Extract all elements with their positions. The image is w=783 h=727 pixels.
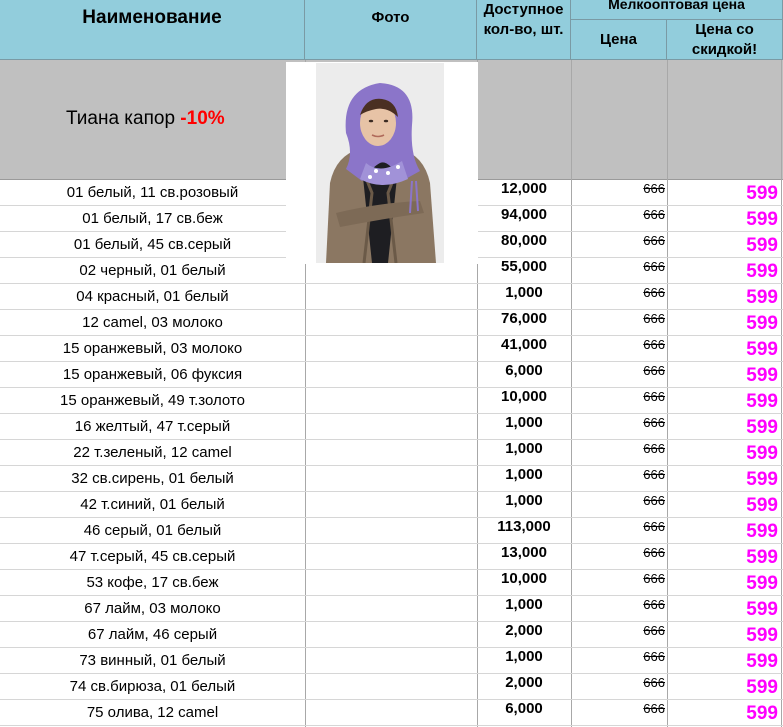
- row-price: 666: [643, 311, 665, 326]
- row-sale-price: 599: [746, 261, 778, 282]
- table-row: [0, 596, 783, 622]
- row-price: 666: [643, 597, 665, 612]
- table-row: [0, 622, 783, 648]
- row-price: 666: [643, 571, 665, 586]
- row-price: 666: [643, 259, 665, 274]
- row-quantity: 76,000: [501, 310, 547, 327]
- table-row: [0, 648, 783, 674]
- row-quantity: 1,000: [505, 284, 543, 301]
- row-price: 666: [643, 285, 665, 300]
- row-sale-price: 599: [746, 365, 778, 386]
- table-row: [0, 284, 783, 310]
- row-color-name: 01 белый, 17 св.беж: [82, 210, 223, 227]
- table-row: [0, 674, 783, 700]
- row-color-name: 15 оранжевый, 03 молоко: [62, 340, 243, 357]
- row-quantity: 6,000: [505, 700, 543, 717]
- header-name-label: Наименование: [82, 7, 222, 28]
- row-quantity: 1,000: [505, 492, 543, 509]
- table-row: [0, 466, 783, 492]
- header-price: [571, 20, 667, 60]
- table-row: [0, 518, 783, 544]
- row-quantity: 2,000: [505, 674, 543, 691]
- row-quantity: 12,000: [501, 180, 547, 197]
- row-price: 666: [643, 441, 665, 456]
- row-price: 666: [643, 337, 665, 352]
- row-color-name: 46 серый, 01 белый: [83, 522, 222, 539]
- row-quantity: 1,000: [505, 596, 543, 613]
- header-discount-line2: скидкой!: [691, 41, 758, 58]
- row-color-name: 67 лайм, 46 серый: [87, 626, 218, 643]
- row-color-name: 12 camel, 03 молоко: [82, 314, 223, 331]
- row-price: 666: [643, 519, 665, 534]
- header-price-group: [571, 0, 783, 20]
- row-sale-price: 599: [746, 287, 778, 308]
- row-price: 666: [643, 363, 665, 378]
- product-discount: -10%: [180, 108, 225, 129]
- row-price: 666: [643, 181, 665, 196]
- header-price-group-label: Мелкооптовая цена: [608, 0, 745, 12]
- row-quantity: 10,000: [501, 388, 547, 405]
- row-color-name: 73 винный, 01 белый: [79, 652, 226, 669]
- row-color-name: 47 т.серый, 45 св.серый: [69, 548, 236, 565]
- row-color-name: 15 оранжевый, 06 фуксия: [62, 366, 243, 383]
- product-name: Тиана капор: [66, 108, 176, 129]
- row-price: 666: [643, 493, 665, 508]
- row-quantity: 1,000: [505, 648, 543, 665]
- row-color-name: 75 олива, 12 camel: [86, 704, 219, 721]
- header-price-label: Цена: [600, 31, 637, 48]
- product-title: [66, 108, 225, 130]
- table-row: [0, 492, 783, 518]
- table-row: [0, 310, 783, 336]
- row-price: 666: [643, 467, 665, 482]
- row-sale-price: 599: [746, 703, 778, 724]
- row-color-name: 53 кофе, 17 св.беж: [86, 574, 219, 591]
- product-photo: [316, 63, 444, 263]
- row-color-name: 67 лайм, 03 молоко: [84, 600, 221, 617]
- row-sale-price: 599: [746, 677, 778, 698]
- row-sale-price: 599: [746, 339, 778, 360]
- row-color-name: 01 белый, 45 св.серый: [73, 236, 232, 253]
- row-quantity: 55,000: [501, 258, 547, 275]
- row-color-name: 74 св.бирюза, 01 белый: [69, 678, 236, 695]
- row-quantity: 13,000: [501, 544, 547, 561]
- row-sale-price: 599: [746, 391, 778, 412]
- row-sale-price: 599: [746, 417, 778, 438]
- table-row: [0, 362, 783, 388]
- row-color-name: 04 красный, 01 белый: [76, 288, 229, 305]
- row-price: 666: [643, 389, 665, 404]
- header-quantity: [477, 0, 571, 60]
- table-row: [0, 336, 783, 362]
- header-quantity-line2: кол-во, шт.: [483, 21, 564, 38]
- table-row: [0, 544, 783, 570]
- row-price: 666: [643, 701, 665, 716]
- row-sale-price: 599: [746, 521, 778, 542]
- woman-in-hood-image: [316, 63, 444, 263]
- row-quantity: 6,000: [505, 362, 543, 379]
- row-price: 666: [643, 545, 665, 560]
- row-sale-price: 599: [746, 443, 778, 464]
- row-price: 666: [643, 207, 665, 222]
- table-row: [0, 700, 783, 726]
- row-sale-price: 599: [746, 599, 778, 620]
- table-row: [0, 440, 783, 466]
- row-quantity: 2,000: [505, 622, 543, 639]
- row-quantity: 113,000: [497, 518, 551, 535]
- row-color-name: 02 черный, 01 белый: [79, 262, 226, 279]
- header-quantity-line1: Доступное: [483, 1, 564, 18]
- table-row: [0, 388, 783, 414]
- row-quantity: 41,000: [501, 336, 547, 353]
- row-price: 666: [643, 233, 665, 248]
- row-quantity: 80,000: [501, 232, 547, 249]
- row-price: 666: [643, 649, 665, 664]
- row-quantity: 1,000: [505, 414, 543, 431]
- row-price: 666: [643, 675, 665, 690]
- row-sale-price: 599: [746, 625, 778, 646]
- row-color-name: 15 оранжевый, 49 т.золото: [60, 392, 245, 409]
- header-discount-price: [667, 20, 783, 60]
- row-color-name: 32 св.сирень, 01 белый: [71, 470, 234, 487]
- row-color-name: 01 белый, 11 св.розовый: [66, 184, 239, 201]
- table-row: [0, 570, 783, 596]
- row-color-name: 42 т.синий, 01 белый: [80, 496, 225, 513]
- row-sale-price: 599: [746, 547, 778, 568]
- header-discount-line1: Цена со: [695, 21, 754, 38]
- header-photo: [305, 0, 477, 60]
- row-sale-price: 599: [746, 469, 778, 490]
- row-price: 666: [643, 623, 665, 638]
- row-color-name: 22 т.зеленый, 12 camel: [73, 444, 232, 461]
- table-row: [0, 414, 783, 440]
- row-sale-price: 599: [746, 651, 778, 672]
- row-quantity: 10,000: [501, 570, 547, 587]
- row-sale-price: 599: [746, 235, 778, 256]
- row-sale-price: 599: [746, 573, 778, 594]
- header-photo-label: Фото: [371, 9, 410, 26]
- row-sale-price: 599: [746, 313, 778, 334]
- row-quantity: 1,000: [505, 466, 543, 483]
- row-quantity: 94,000: [501, 206, 547, 223]
- row-quantity: 1,000: [505, 440, 543, 457]
- row-sale-price: 599: [746, 209, 778, 230]
- row-sale-price: 599: [746, 183, 778, 204]
- row-price: 666: [643, 415, 665, 430]
- header-name: [0, 0, 305, 60]
- row-color-name: 16 желтый, 47 т.серый: [74, 418, 231, 435]
- row-sale-price: 599: [746, 495, 778, 516]
